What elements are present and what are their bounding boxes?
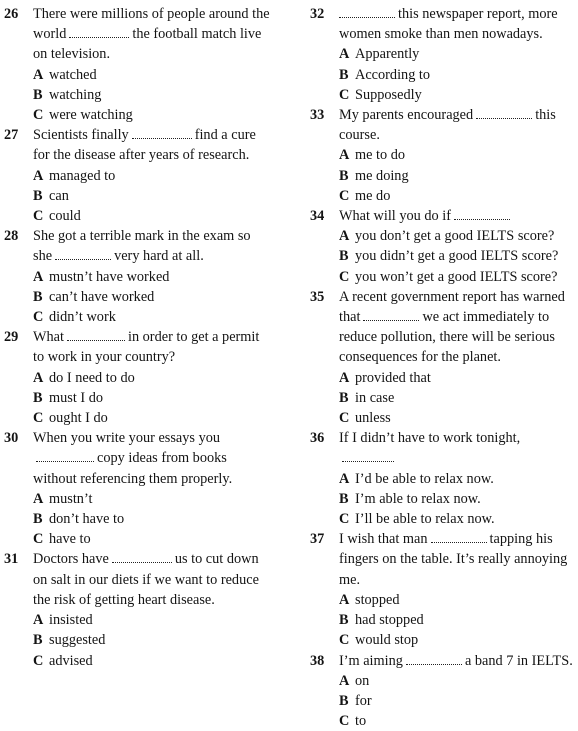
option-text: I’m able to relax now. [355,491,481,507]
question-26 [4,4,272,125]
option-c [4,408,272,428]
option-letter: B [339,610,355,630]
option-letter: A [339,145,355,165]
option-text: me doing [355,168,409,184]
stem-text: What will you do if [339,208,451,224]
option-b [4,85,272,105]
option-text: would stop [355,632,418,648]
answer-blank [342,449,394,463]
option-a [310,44,576,64]
option-letter: A [339,469,355,489]
question-33 [310,105,576,206]
option-letter: A [339,590,355,610]
option-a [310,671,576,691]
option-letter: B [33,287,49,307]
question-35 [310,287,576,428]
option-b [310,65,576,85]
answer-blank [431,529,487,543]
option-text: suggested [49,632,105,648]
option-letter: A [33,489,49,509]
question-stem [310,529,576,590]
option-text: you won’t get a good IELTS score? [355,269,558,285]
stem-text: When you write your essays you [33,430,220,446]
option-a [310,469,576,489]
question-number: 26 [4,4,18,24]
option-text: had stopped [355,612,424,628]
option-b [4,630,272,650]
answer-blank [36,449,94,463]
stem-text: I wish that man [339,531,428,547]
option-c [310,186,576,206]
option-text: in case [355,390,394,406]
option-text: to [355,713,366,729]
question-number: 33 [310,105,324,125]
option-text: didn’t work [49,309,116,325]
answer-blank [55,247,111,261]
option-b [310,166,576,186]
stem-text: us to cut down on salt in our diets if we want to reduce the risk of getting heart disease. [33,551,259,607]
question-number: 37 [310,529,324,549]
option-letter: A [339,226,355,246]
option-c [4,105,272,125]
answer-blank [132,125,192,139]
option-letter: B [339,489,355,509]
option-letter: C [339,408,355,428]
option-letter: C [33,529,49,549]
question-stem [310,4,576,44]
left-column [4,4,272,671]
option-letter: B [339,246,355,266]
option-letter: C [33,651,49,671]
stem-text: this newspaper report, more women smoke than men nowadays. [339,6,558,42]
option-a [4,489,272,509]
stem-text: a band 7 in IELTS. [465,653,573,669]
stem-text: very hard at all. [114,248,204,264]
question-stem [4,549,272,610]
option-a [310,368,576,388]
question-31 [4,549,272,670]
question-number: 31 [4,549,18,569]
option-text: ought I do [49,410,108,426]
question-stem [310,428,576,468]
option-text: you don’t get a good IELTS score? [355,228,554,244]
question-28 [4,226,272,327]
option-text: According to [355,67,430,83]
option-text: insisted [49,612,93,628]
option-b [310,610,576,630]
question-number: 32 [310,4,324,24]
right-column [310,4,576,731]
option-text: do I need to do [49,370,135,386]
option-c [310,408,576,428]
option-text: have to [49,531,91,547]
stem-text: There were millions of people around the world [33,6,270,42]
option-text: can [49,188,69,204]
question-30 [4,428,272,549]
option-letter: C [339,267,355,287]
option-letter: C [339,186,355,206]
option-a [4,610,272,630]
option-letter: B [33,630,49,650]
option-letter: A [33,166,49,186]
option-text: mustn’t have worked [49,269,169,285]
option-letter: A [339,671,355,691]
option-c [4,206,272,226]
option-text: don’t have to [49,511,124,527]
option-b [4,287,272,307]
option-letter: C [339,711,355,731]
question-stem [4,428,272,489]
stem-text: If I didn’t have to work tonight, [339,430,520,446]
stem-text: this course. [339,107,556,143]
option-text: stopped [355,592,399,608]
option-a [310,590,576,610]
answer-blank [112,550,172,564]
stem-text: we act immediately to reduce pollution, there will be serious consequences for the planet. [339,309,555,365]
option-text: watching [49,87,101,103]
option-b [310,246,576,266]
question-36 [310,428,576,529]
answer-blank [67,327,125,341]
question-29 [4,327,272,428]
option-text: Apparently [355,46,419,62]
option-text: must I do [49,390,103,406]
option-letter: C [339,85,355,105]
option-b [4,186,272,206]
option-letter: B [339,691,355,711]
option-text: could [49,208,81,224]
option-c [310,630,576,650]
stem-text: find a cure for the disease after years of research. [33,127,256,163]
option-letter: C [33,105,49,125]
question-number: 28 [4,226,18,246]
option-text: you didn’t get a good IELTS score? [355,248,558,264]
answer-blank [454,206,510,220]
question-stem [310,651,576,671]
option-letter: B [33,388,49,408]
option-text: for [355,693,372,709]
option-letter: A [33,610,49,630]
stem-text: the football match live on television. [33,26,261,62]
option-text: on [355,673,369,689]
stem-text: Doctors have [33,551,109,567]
question-stem [4,125,272,165]
question-38 [310,651,576,731]
option-b [310,388,576,408]
option-letter: B [33,186,49,206]
option-text: provided that [355,370,431,386]
option-text: I’ll be able to relax now. [355,511,495,527]
option-letter: B [339,166,355,186]
answer-blank [69,24,129,38]
answer-blank [363,307,419,321]
option-letter: B [339,65,355,85]
option-b [4,509,272,529]
option-letter: C [33,408,49,428]
option-letter: C [33,206,49,226]
stem-text: What [33,329,64,345]
answer-blank [406,651,462,665]
option-letter: A [339,368,355,388]
question-stem [310,206,576,226]
question-stem [4,327,272,367]
option-c [310,85,576,105]
question-number: 35 [310,287,324,307]
option-c [310,267,576,287]
option-letter: C [33,307,49,327]
option-b [310,691,576,711]
option-c [310,711,576,731]
option-letter: A [339,44,355,64]
option-a [310,145,576,165]
option-letter: C [339,630,355,650]
option-text: can’t have worked [49,289,154,305]
question-37 [310,529,576,650]
option-text: advised [49,653,93,669]
option-text: Supposedly [355,87,422,103]
option-c [4,651,272,671]
stem-text: My parents encouraged [339,107,473,123]
option-text: me do [355,188,390,204]
option-letter: A [33,267,49,287]
stem-text: copy ideas from books without referencing them properly. [33,450,232,486]
option-b [310,489,576,509]
option-text: me to do [355,147,405,163]
option-a [4,368,272,388]
option-text: unless [355,410,391,426]
question-number: 27 [4,125,18,145]
question-stem [310,287,576,368]
answer-blank [476,105,532,119]
option-text: watched [49,67,97,83]
option-b [4,388,272,408]
stem-text: A recent government report has warned that [339,289,565,325]
option-c [4,307,272,327]
question-number: 30 [4,428,18,448]
question-number: 38 [310,651,324,671]
option-a [4,267,272,287]
question-stem [4,4,272,65]
question-stem [4,226,272,266]
question-number: 34 [310,206,324,226]
option-c [4,529,272,549]
option-a [310,226,576,246]
question-number: 29 [4,327,18,347]
option-c [310,509,576,529]
option-letter: C [339,509,355,529]
stem-text: I’m aiming [339,653,403,669]
question-number: 36 [310,428,324,448]
question-stem [310,105,576,145]
option-letter: A [33,368,49,388]
option-letter: A [33,65,49,85]
option-letter: B [33,509,49,529]
option-text: were watching [49,107,133,123]
stem-text: tapping his fingers on the table. It’s really annoying me. [339,531,567,587]
stem-text: in order to get a permit to work in your country? [33,329,259,365]
question-32 [310,4,576,105]
answer-blank [339,4,395,18]
option-letter: B [339,388,355,408]
option-text: mustn’t [49,491,92,507]
stem-text: She got a terrible mark in the exam so she [33,228,251,264]
stem-text: Scientists finally [33,127,129,143]
question-34 [310,206,576,287]
question-27 [4,125,272,226]
option-text: managed to [49,168,115,184]
option-text: I’d be able to relax now. [355,471,494,487]
option-letter: B [33,85,49,105]
option-a [4,65,272,85]
option-a [4,166,272,186]
